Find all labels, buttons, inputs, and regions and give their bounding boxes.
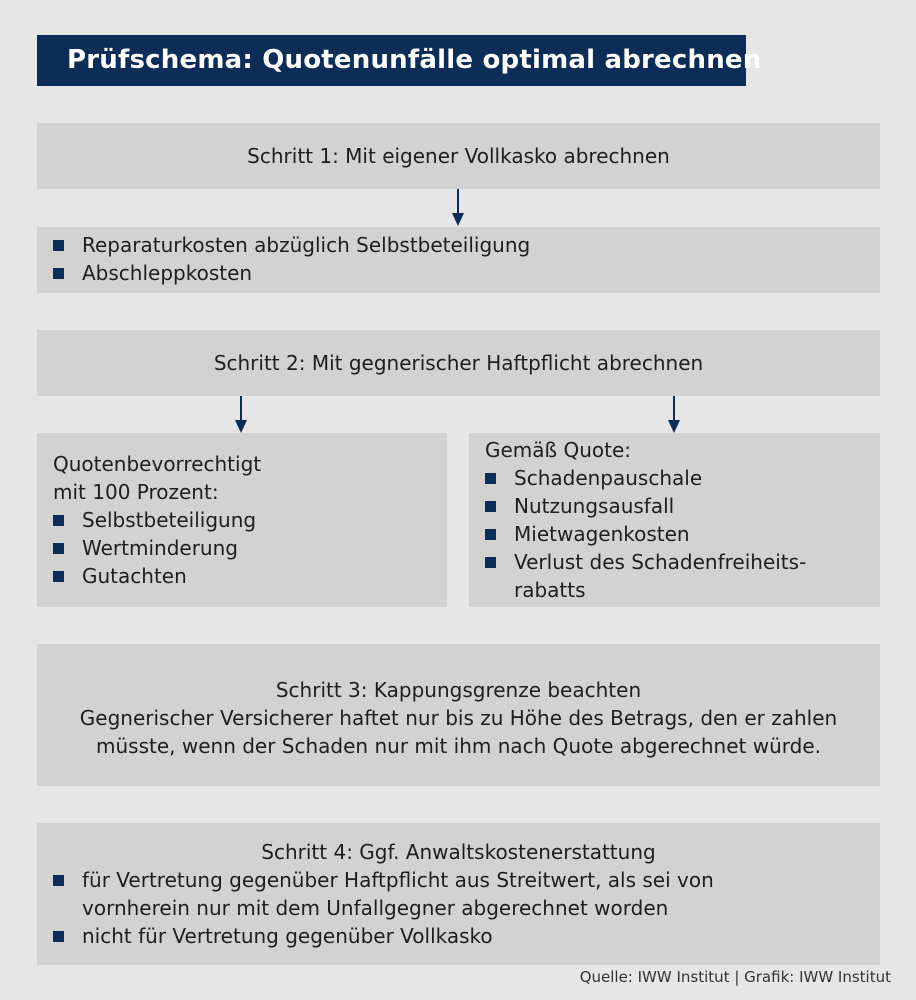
- bullet-square-icon: [485, 473, 496, 484]
- list-item: [37, 922, 880, 950]
- bullet-square-icon: [53, 931, 64, 942]
- list-item: [469, 492, 880, 520]
- list-item: [37, 506, 447, 534]
- list-item-text: Gutachten: [82, 564, 187, 588]
- bullet-square-icon: [53, 515, 64, 526]
- step1-items-box: [37, 227, 880, 293]
- right-intro: Gemäß Quote:: [485, 438, 632, 462]
- step4-box: [37, 823, 880, 965]
- bullet-square-icon: [53, 571, 64, 582]
- list-item-text: Mietwagenkosten: [514, 522, 690, 546]
- step3-heading: Schritt 3: Kappungsgrenze beachten: [275, 678, 642, 702]
- diagram-title: Prüfschema: Quotenunfälle optimal abrechnen: [37, 35, 746, 86]
- step4-heading: Schritt 4: Ggf. Anwaltskostenerstattung: [261, 840, 656, 864]
- list-item-text-continued: vornherein nur mit dem Unfallgegner abgerechnet worden: [82, 896, 669, 920]
- bullet-square-icon: [485, 529, 496, 540]
- list-item-text: nicht für Vertretung gegenüber Vollkasko: [82, 924, 493, 948]
- step2-left-box: [37, 433, 447, 607]
- list-item: [37, 259, 880, 287]
- source-credit: Quelle: IWW Institut | Grafik: IWW Institut: [579, 968, 891, 986]
- list-item-text: Schadenpauschale: [514, 466, 703, 490]
- bullet-square-icon: [485, 557, 496, 568]
- list-item-text: Selbstbeteiligung: [82, 508, 257, 532]
- list-item: [469, 464, 880, 492]
- list-item-text: Abschleppkosten: [82, 261, 253, 285]
- bullet-square-icon: [53, 875, 64, 886]
- list-item: [37, 866, 880, 922]
- step3-text-line2: müsste, wenn der Schaden nur mit ihm nach Quote abgerechnet würde.: [96, 734, 821, 758]
- step2-right-box: [469, 433, 880, 607]
- bullet-square-icon: [53, 268, 64, 279]
- list-item-text: Verlust des Schadenfreiheits-: [514, 550, 807, 574]
- list-item: [37, 231, 880, 259]
- left-intro-line2: mit 100 Prozent:: [53, 480, 219, 504]
- step1-heading: Schritt 1: Mit eigener Vollkasko abrechnen: [247, 144, 670, 168]
- list-item: [37, 562, 447, 590]
- arrow-down-icon: [233, 396, 249, 434]
- list-item-text: Nutzungsausfall: [514, 494, 675, 518]
- step2-heading: Schritt 2: Mit gegnerischer Haftpflicht abrechnen: [213, 351, 704, 375]
- left-intro-line1: Quotenbevorrechtigt: [53, 452, 262, 476]
- step3-text-line1: Gegnerischer Versicherer haftet nur bis zu Höhe des Betrags, den er zahlen: [79, 706, 838, 730]
- list-item-text: für Vertretung gegenüber Haftpflicht aus Streitwert, als sei von: [82, 868, 714, 892]
- list-item-text: Reparaturkosten abzüglich Selbstbeteiligung: [82, 233, 531, 257]
- arrow-down-icon: [666, 396, 682, 434]
- list-item: [37, 534, 447, 562]
- bullet-square-icon: [485, 501, 496, 512]
- arrow-down-icon: [450, 189, 466, 227]
- bullet-square-icon: [53, 543, 64, 554]
- list-item-text-continued: rabatts: [514, 578, 586, 602]
- list-item: [469, 548, 880, 604]
- step2-heading-box: [37, 330, 880, 396]
- bullet-square-icon: [53, 240, 64, 251]
- step3-box: [37, 644, 880, 786]
- list-item: [469, 520, 880, 548]
- step1-heading-box: [37, 123, 880, 189]
- list-item-text: Wertminderung: [82, 536, 238, 560]
